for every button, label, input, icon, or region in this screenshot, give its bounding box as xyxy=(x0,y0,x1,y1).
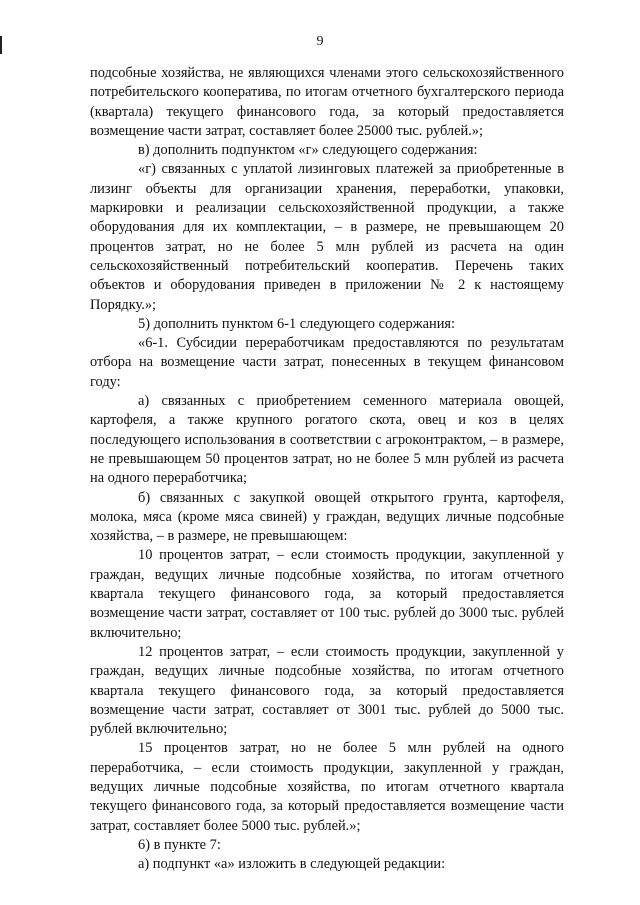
page-number: 9 xyxy=(316,34,324,49)
paragraph-item-v: в) дополнить подпунктом «г» следующего содержания: xyxy=(138,142,478,159)
document-body xyxy=(90,64,564,874)
paragraph-continuation: подсобные хозяйства, не являющихся членами этого сельскохозяйственного потребительского кооператива, по итогам отчетного бухгалтерского периода (квартала) текущего финансового года, за который предоставляется возмещение части затрат, составляет более 25000 тыс. рублей.»; xyxy=(90,65,564,139)
paragraph-10-percent: 10 процентов затрат, – если стоимость продукции, закупленной у граждан, ведущих личные подсобные хозяйства, по итогам отчетного квартала текущего финансового года, за который предоставляется возмещение части затрат, составляет от 100 тыс. рублей до 3000 тыс. рублей включительно; xyxy=(90,547,564,641)
paragraph-12-percent: 12 процентов затрат, – если стоимость продукции, закупленной у граждан, ведущих личные подсобные хозяйства, по итогам отчетного квартала текущего финансового года, за который предоставляется возмещение части затрат, составляет от 3001 тыс. рублей до 5000 тыс. рублей включительно; xyxy=(90,643,564,738)
paragraph-item-a: а) связанных с приобретением семенного материала овощей, картофеля, а также крупного рогатого скота, овец и коз в целях последующего использования в соответствии с агроконтрактом, – в размере, не превышающем 50 процентов затрат, но не более 5 млн рублей из расчета на одного переработчика; xyxy=(90,393,564,487)
paragraph-item-g: «г) связанных с уплатой лизинговых платежей за приобретенные в лизинг объекты для организации хранения, переработки, упаковки, маркировки и реализации сельскохозяйственной продукции, а также оборудования для их комплектации, – в размере, не превышающем 20 процентов затрат, но не более 5 млн рублей из расчета на один сельскохозяйственный потребительский кооператив. Перечень таких объектов и оборудования приведен в приложении № 2 к настоящему Порядку.»; xyxy=(90,161,564,313)
paragraph-item-5: 5) дополнить пунктом 6-1 следующего содержания: xyxy=(138,315,456,332)
paragraph-15-percent: 15 процентов затрат, но не более 5 млн рублей на одного переработчика, – если стоимость продукции, закупленной у граждан, ведущих личные подсобные хозяйства, по итогам отчетного квартала текущего финансового года, за который предоставляется возмещение части затрат, составляет более 5000 тыс. рублей.»; xyxy=(90,740,564,834)
paragraph-subitem-a: а) подпункт «а» изложить в следующей редакции: xyxy=(138,856,446,873)
paragraph-6-1: «6-1. Субсидии переработчикам предоставляются по результатам отбора на возмещение части затрат, понесенных в текущем финансовом году: xyxy=(90,335,564,390)
paragraph-item-b: б) связанных с закупкой овощей открытого грунта, картофеля, молока, мяса (кроме мяса свиней) у граждан, ведущих личные подсобные хозяйства, – в размере, не превышающем: xyxy=(90,489,564,545)
paragraph-item-6: 6) в пункте 7: xyxy=(138,836,221,853)
